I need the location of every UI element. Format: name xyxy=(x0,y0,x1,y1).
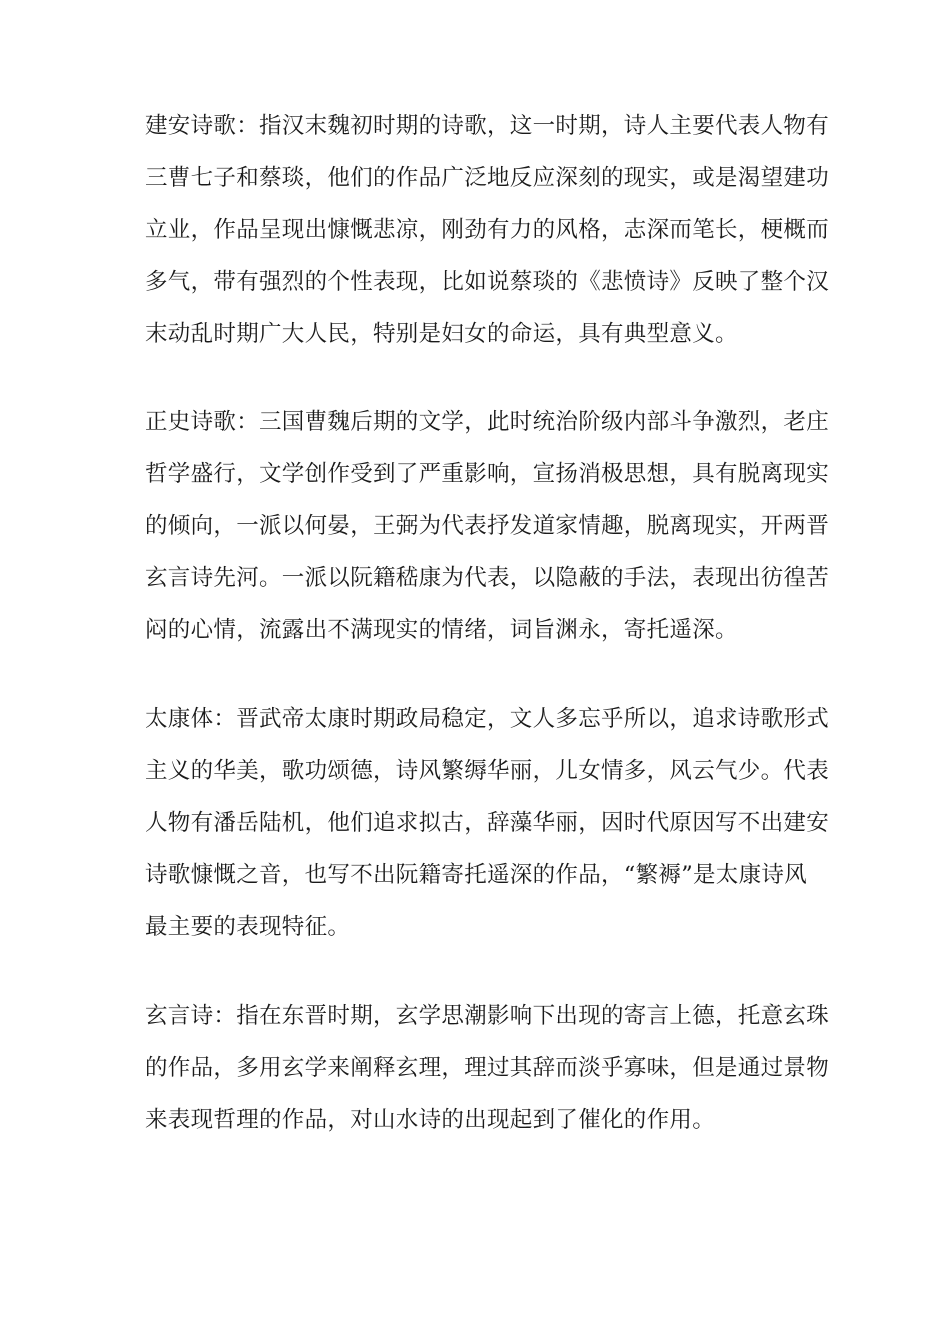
text-line: 来表现哲理的作品，对山水诗的出现起到了催化的作用。 xyxy=(145,1107,716,1133)
text-line: 三曹七子和蔡琰，他们的作品广泛地反应深刻的现实，或是渴望建功 xyxy=(145,165,830,191)
paragraph-zhengshi-poetry xyxy=(145,396,830,656)
paragraph-taikang-style xyxy=(145,693,830,953)
text-line: 最主要的表现特征。 xyxy=(145,914,351,940)
text-line: 主义的华美，歌功颂德，诗风繁缛华丽，儿女情多，风云气少。代表 xyxy=(145,758,830,784)
text-line: 太康体：晋武帝太康时期政局稳定，文人多忘乎所以，追求诗歌形式 xyxy=(145,706,830,732)
text-line: 正史诗歌：三国曹魏后期的文学，此时统治阶级内部斗争激烈，老庄 xyxy=(145,409,830,435)
text-line: 玄言诗：指在东晋时期，玄学思潮影响下出现的寄言上德，托意玄珠 xyxy=(145,1003,830,1029)
text-line: 末动乱时期广大人民，特别是妇女的命运，具有典型意义。 xyxy=(145,321,738,347)
text-line: 诗歌慷慨之音，也写不出阮籍寄托遥深的作品，“繁褥”是太康诗风 xyxy=(145,862,808,888)
paragraph-jianan-poetry xyxy=(145,100,830,360)
text-line: 人物有潘岳陆机，他们追求拟古，辞藻华丽，因时代原因写不出建安 xyxy=(145,810,830,836)
text-line: 玄言诗先河。一派以阮籍嵇康为代表，以隐蔽的手法，表现出彷徨苦 xyxy=(145,565,830,591)
text-line: 立业，作品呈现出慷慨悲凉，刚劲有力的风格，志深而笔长，梗概而 xyxy=(145,217,830,243)
text-line: 哲学盛行，文学创作受到了严重影响，宣扬消极思想，具有脱离现实 xyxy=(145,461,830,487)
text-line: 的倾向，一派以何晏，王弼为代表抒发道家情趣，脱离现实，开两晋 xyxy=(145,513,830,539)
text-line: 建安诗歌：指汉末魏初时期的诗歌，这一时期，诗人主要代表人物有 xyxy=(145,113,830,139)
text-line: 的作品，多用玄学来阐释玄理，理过其辞而淡乎寡味，但是通过景物 xyxy=(145,1055,830,1081)
text-line: 闷的心情，流露出不满现实的情绪，词旨渊永，寄托遥深。 xyxy=(145,617,738,643)
paragraph-xuanyan-poetry xyxy=(145,990,830,1146)
text-line: 多气，带有强烈的个性表现，比如说蔡琰的《悲愤诗》反映了整个汉 xyxy=(145,269,830,295)
